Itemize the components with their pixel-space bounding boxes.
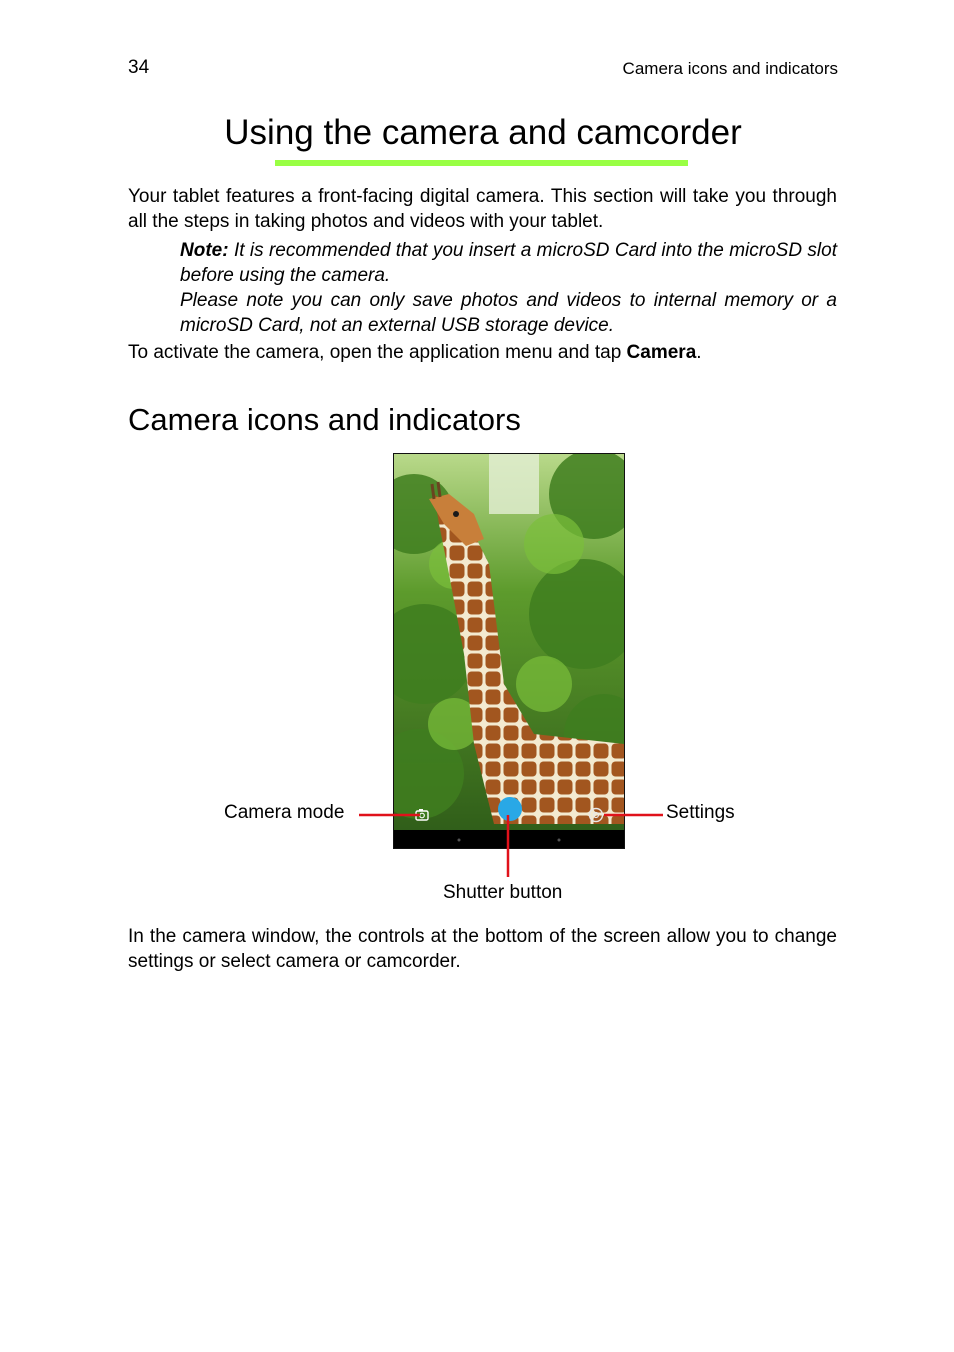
note-line-2: Please note you can only save photos and videos to internal memory or a microSD Card, not an external USB storage device.: [180, 290, 837, 336]
closing-paragraph: In the camera window, the controls at the bottom of the screen allow you to change settings or select camera or camcorder.: [128, 926, 837, 972]
page-title: Using the camera and camcorder: [224, 113, 742, 152]
camera-app-name: Camera: [626, 342, 697, 363]
page-number: 34: [128, 57, 150, 78]
note-label: Note:: [180, 240, 229, 261]
activate-text: To activate the camera, open the application menu and tap: [128, 342, 627, 363]
section-title: Camera icons and indicators: [128, 402, 521, 437]
intro-paragraph: Your tablet features a front-facing digital camera. This section will take you through all the steps in taking photos and videos with your tablet.: [128, 186, 837, 232]
callout-camera-mode: Camera mode: [224, 802, 345, 823]
callout-shutter-button: Shutter button: [443, 882, 563, 903]
activate-period: .: [696, 342, 702, 363]
running-header: Camera icons and indicators: [622, 59, 838, 78]
note-line-1: It is recommended that you insert a microSD Card into the microSD slot before using the camera.: [180, 240, 837, 286]
callout-settings: Settings: [666, 802, 735, 823]
